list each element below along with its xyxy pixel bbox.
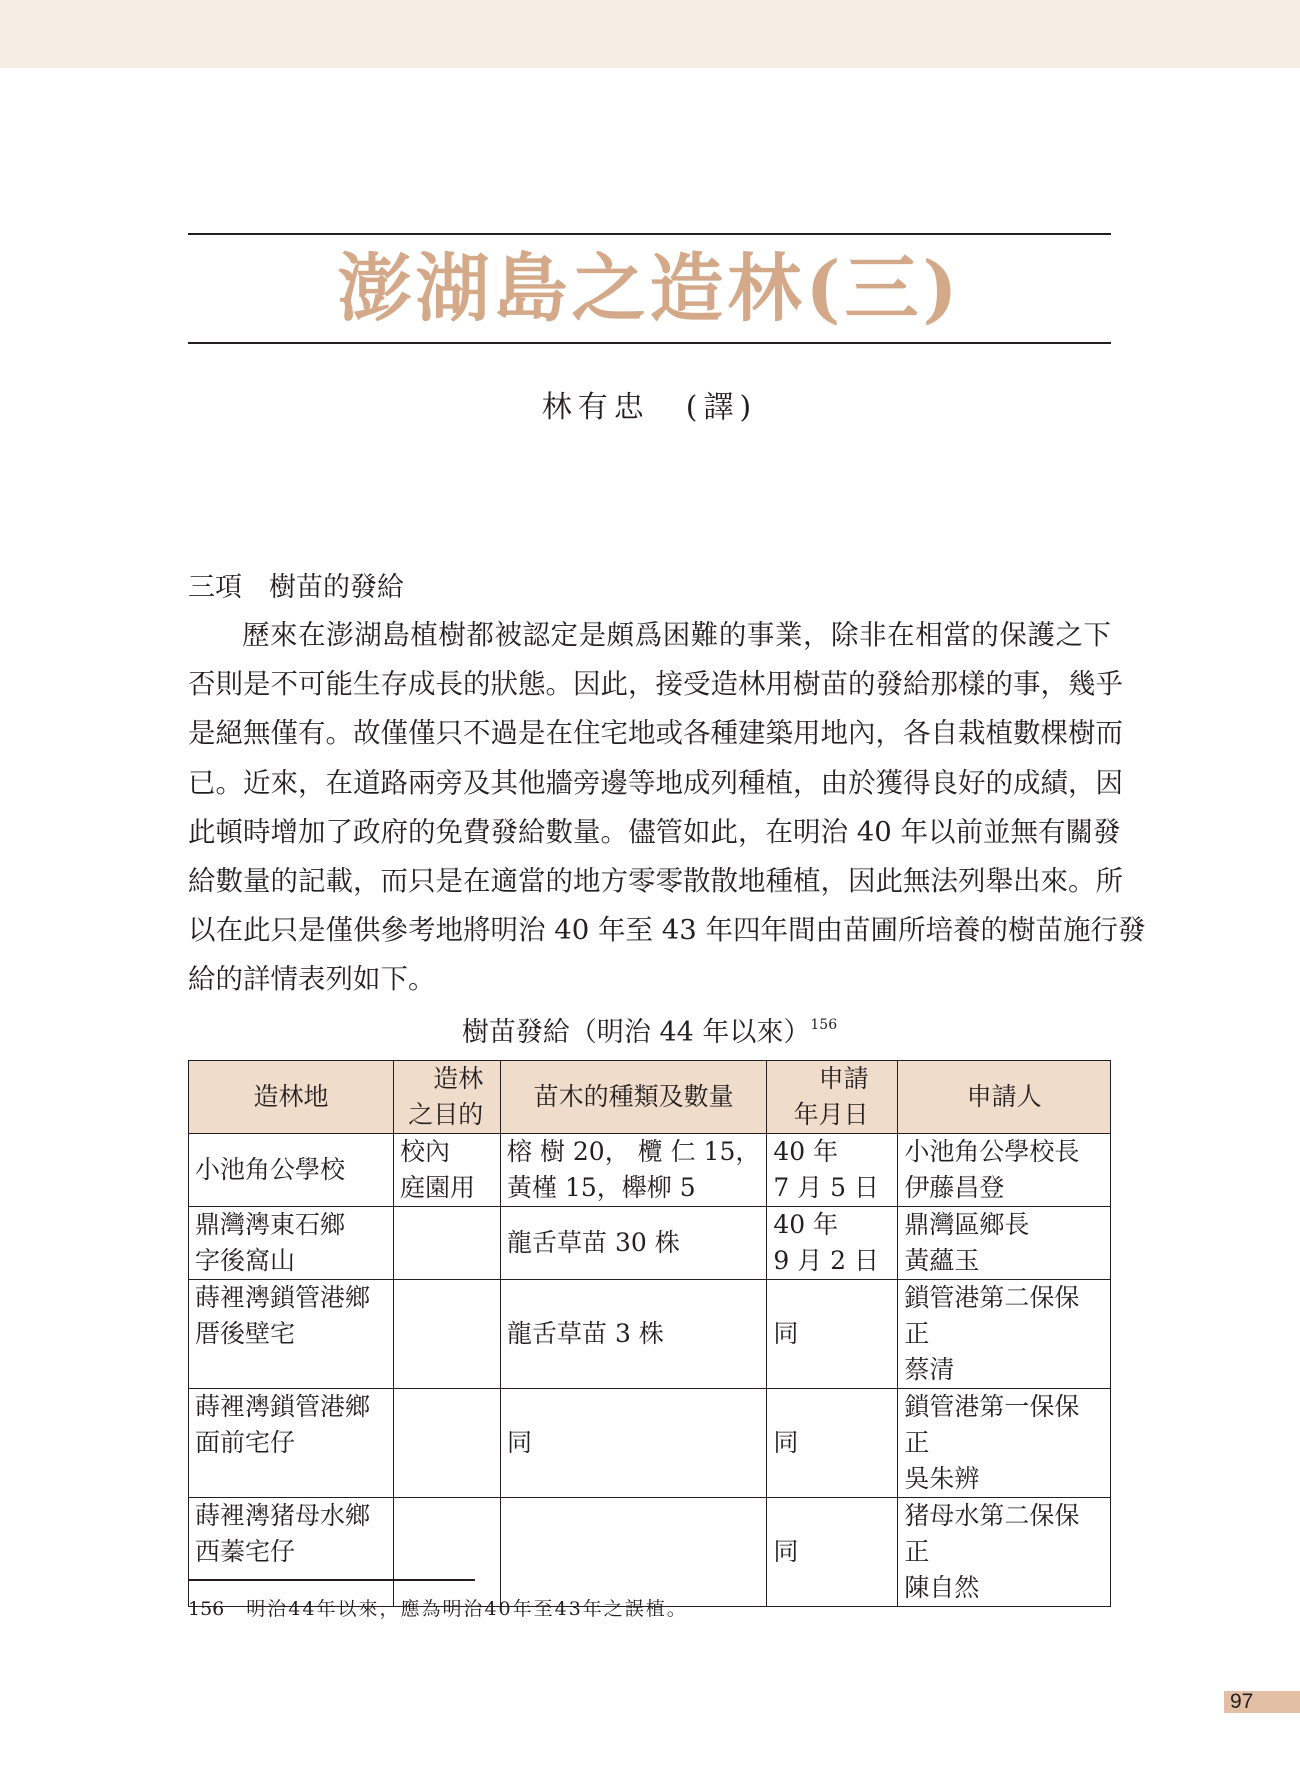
body-line: 給數量的記載，而只是在適當的地方零零散散地種植，因此無法列舉出來。所: [188, 865, 1123, 898]
cell-line: 7 月 5 日: [773, 1173, 880, 1202]
cell-purpose: [394, 1389, 501, 1498]
header-text: 造林之目的: [408, 1064, 484, 1129]
footnote-text: 明治44年以來，應為明治40年至43年之誤植。: [246, 1598, 688, 1620]
cell-line: 鎖管港第二保保正: [904, 1283, 1080, 1348]
cell-line: 鼎灣澚東石鄉: [195, 1210, 346, 1239]
table-row: [189, 1134, 1111, 1207]
cell-line: 40 年: [773, 1137, 839, 1166]
column-header: [501, 1061, 767, 1134]
cell-line: 伊藤昌登: [904, 1173, 1005, 1202]
article-title: 澎湖島之造林(三): [337, 246, 962, 332]
cell-line: 厝後壁宅: [195, 1319, 296, 1348]
cell-applicant: [898, 1280, 1111, 1389]
cell-line: 猪母水第二保保正: [904, 1501, 1080, 1566]
cell-seedlings: [501, 1134, 767, 1207]
cell-purpose: [394, 1207, 501, 1280]
cell-date: [767, 1134, 898, 1207]
footnote-ref: 156: [810, 1017, 838, 1033]
cell-applicant: [898, 1207, 1111, 1280]
cell-applicant: [898, 1134, 1111, 1207]
cell-line: 榕 樹 20， 欖 仁 15，: [507, 1137, 761, 1166]
cell-place: [189, 1134, 394, 1207]
table-caption: [188, 1010, 1111, 1049]
cell-line: 蔡清: [904, 1355, 955, 1384]
cell-line: 校內: [400, 1137, 451, 1166]
title-bottom-rule: [188, 342, 1111, 344]
table-row: [189, 1498, 1111, 1607]
cell-seedlings: [501, 1207, 767, 1280]
cell-line: 黃槿 15，櫸柳 5: [507, 1173, 696, 1202]
seedling-table: [188, 1060, 1111, 1607]
cell-line: 蒔裡澚猪母水鄉: [195, 1501, 371, 1530]
cell-line: 同: [773, 1428, 799, 1457]
cell-line: 字後窩山: [195, 1246, 296, 1275]
cell-date: [767, 1498, 898, 1607]
title-top-rule: [188, 233, 1111, 235]
cell-line: 龍舌草苗 30 株: [507, 1228, 680, 1257]
cell-seedlings: [501, 1498, 767, 1607]
cell-date: [767, 1389, 898, 1498]
table-header-row: [189, 1061, 1111, 1134]
caption-text: 樹苗發給（明治 44 年以來）: [461, 1017, 811, 1048]
cell-line: 鎖管港第一保保正: [904, 1392, 1080, 1457]
author: 林有忠 (譯): [541, 390, 758, 425]
header-text: 申請人: [966, 1082, 1042, 1111]
cell-line: 鼎灣區鄉長: [904, 1210, 1030, 1239]
body-text: [188, 611, 1146, 1005]
cell-place: [189, 1498, 394, 1607]
cell-line: 面前宅仔: [195, 1428, 296, 1457]
cell-line: 小池角公學校: [195, 1155, 346, 1184]
cell-line: 小池角公學校長: [904, 1137, 1080, 1166]
cell-place: [189, 1207, 394, 1280]
footnote-number: 156: [188, 1598, 225, 1620]
cell-line: 同: [773, 1319, 799, 1348]
cell-applicant: [898, 1498, 1111, 1607]
cell-line: 蒔裡澚鎖管港鄉: [195, 1283, 371, 1312]
cell-line: 庭園用: [400, 1173, 476, 1202]
table-row: [189, 1280, 1111, 1389]
body-line: 以在此只是僅供參考地將明治 40 年至 43 年四年間由苗圃所培養的樹苗施行發: [188, 914, 1146, 947]
column-header: [898, 1061, 1111, 1134]
table-row: [189, 1207, 1111, 1280]
page-number: 97: [1224, 1691, 1300, 1713]
top-band: [0, 0, 1300, 68]
cell-purpose: [394, 1134, 501, 1207]
cell-line: 龍舌草苗 3 株: [507, 1319, 664, 1348]
cell-line: 陳自然: [904, 1573, 980, 1602]
column-header: [767, 1061, 898, 1134]
cell-place: [189, 1389, 394, 1498]
cell-line: 同: [507, 1428, 533, 1457]
column-header: [394, 1061, 501, 1134]
table-row: [189, 1389, 1111, 1498]
cell-line: 蒔裡澚鎖管港鄉: [195, 1392, 371, 1421]
body-line: 歷來在澎湖島植樹都被認定是頗爲困難的事業，除非在相當的保護之下: [242, 619, 1111, 651]
body-line: 此頓時增加了政府的免費發給數量。儘管如此，在明治 40 年以前並無有關發: [188, 815, 1121, 848]
cell-applicant: [898, 1389, 1111, 1498]
body-line: 是絕無僅有。故僅僅只不過是在住宅地或各種建築用地內，各自栽植數棵樹而: [188, 717, 1123, 750]
body-line: 給的詳情表列如下。: [188, 963, 436, 996]
cell-date: [767, 1207, 898, 1280]
header-text: 申請年月日: [793, 1064, 869, 1129]
cell-place: [189, 1280, 394, 1389]
cell-line: 同: [773, 1537, 799, 1566]
cell-purpose: [394, 1280, 501, 1389]
cell-seedlings: [501, 1389, 767, 1498]
cell-line: 9 月 2 日: [773, 1246, 880, 1275]
cell-date: [767, 1280, 898, 1389]
body-line: 已。近來，在道路兩旁及其他牆旁邊等地成列種植，由於獲得良好的成績，因: [188, 766, 1123, 799]
cell-purpose: [394, 1498, 501, 1607]
cell-line: 西蓁宅仔: [195, 1537, 296, 1566]
cell-line: 40 年: [773, 1210, 839, 1239]
body-line: 否則是不可能生存成長的狀態。因此，接受造林用樹苗的發給那樣的事，幾乎: [188, 668, 1123, 701]
cell-line: 黃蘊玉: [904, 1246, 980, 1275]
cell-seedlings: [501, 1280, 767, 1389]
header-text: 苗木的種類及數量: [533, 1082, 734, 1111]
header-text: 造林地: [253, 1082, 329, 1111]
column-header: [189, 1061, 394, 1134]
section-heading: 三項 樹苗的發給: [188, 572, 404, 603]
footnote-rule: [188, 1579, 475, 1581]
footnote: [188, 1594, 688, 1621]
cell-line: 吳朱辨: [904, 1464, 980, 1493]
